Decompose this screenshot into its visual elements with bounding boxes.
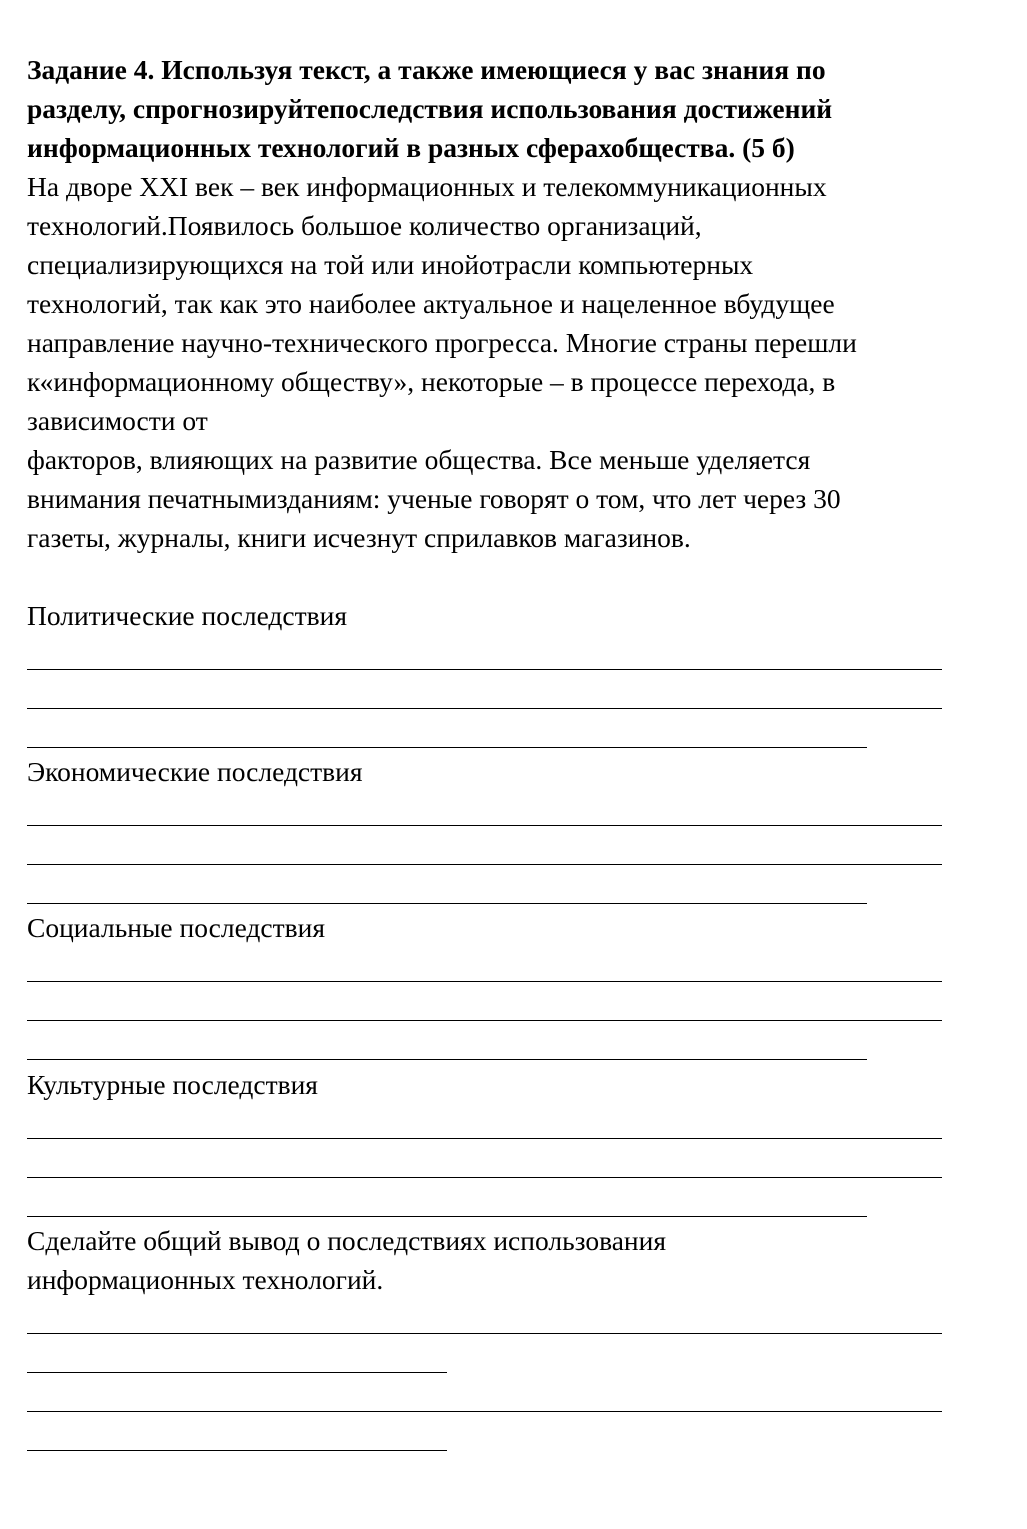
conclusion-prompt: [27, 1221, 666, 1299]
passage-line: к«информационному обществу», некоторые – в процессе перехода, в: [27, 366, 836, 397]
section-label-social: Социальные последствия: [27, 912, 326, 943]
answer-line[interactable]: [27, 825, 942, 826]
answer-line[interactable]: [27, 981, 942, 982]
answer-line[interactable]: [27, 747, 867, 748]
passage-line: факторов, влияющих на развитие общества. Все меньше уделяется: [27, 444, 811, 475]
answer-line[interactable]: [27, 1177, 942, 1178]
task-line: разделу, спрогнозируйтепоследствия использования достижений: [27, 93, 833, 124]
conclusion-line: Сделайте общий вывод о последствиях использования: [27, 1225, 666, 1256]
answer-line[interactable]: [27, 1059, 867, 1060]
task-heading: [27, 50, 987, 167]
passage-line: зависимости от: [27, 405, 208, 436]
answer-line[interactable]: [27, 1138, 942, 1139]
task-line: Задание 4. Используя текст, а также имеющиеся у вас знания по: [27, 54, 826, 85]
conclusion-line: информационных технологий.: [27, 1264, 384, 1295]
answer-line[interactable]: [27, 708, 942, 709]
answer-line[interactable]: [27, 1020, 942, 1021]
passage-line: технологий.Появилось большое количество организаций,: [27, 210, 702, 241]
answer-line[interactable]: [27, 864, 942, 865]
section-label-economic: Экономические последствия: [27, 756, 363, 787]
worksheet-page: [27, 50, 987, 557]
passage-text: [27, 167, 987, 557]
passage-line: специализирующихся на той или инойотрасли компьютерных: [27, 249, 754, 280]
section-label-cultural: Культурные последствия: [27, 1069, 318, 1100]
section-label-political: Политические последствия: [27, 600, 347, 631]
passage-line: газеты, журналы, книги исчезнут сприлавков магазинов.: [27, 522, 691, 553]
passage-line: На дворе XXI век – век информационных и телекоммуникационных: [27, 171, 827, 202]
answer-line[interactable]: [27, 1372, 447, 1373]
answer-line[interactable]: [27, 1411, 942, 1412]
answer-line[interactable]: [27, 1333, 942, 1334]
passage-line: направление научно-технического прогресса. Многие страны перешли: [27, 327, 857, 358]
answer-line[interactable]: [27, 1216, 867, 1217]
task-line: информационных технологий в разных сферахобщества. (5 б): [27, 132, 795, 163]
answer-line[interactable]: [27, 903, 867, 904]
passage-line: технологий, так как это наиболее актуальное и нацеленное вбудущее: [27, 288, 835, 319]
answer-line[interactable]: [27, 1450, 447, 1451]
answer-line[interactable]: [27, 669, 942, 670]
passage-line: внимания печатнымизданиям: ученые говорят о том, что лет через 30: [27, 483, 841, 514]
